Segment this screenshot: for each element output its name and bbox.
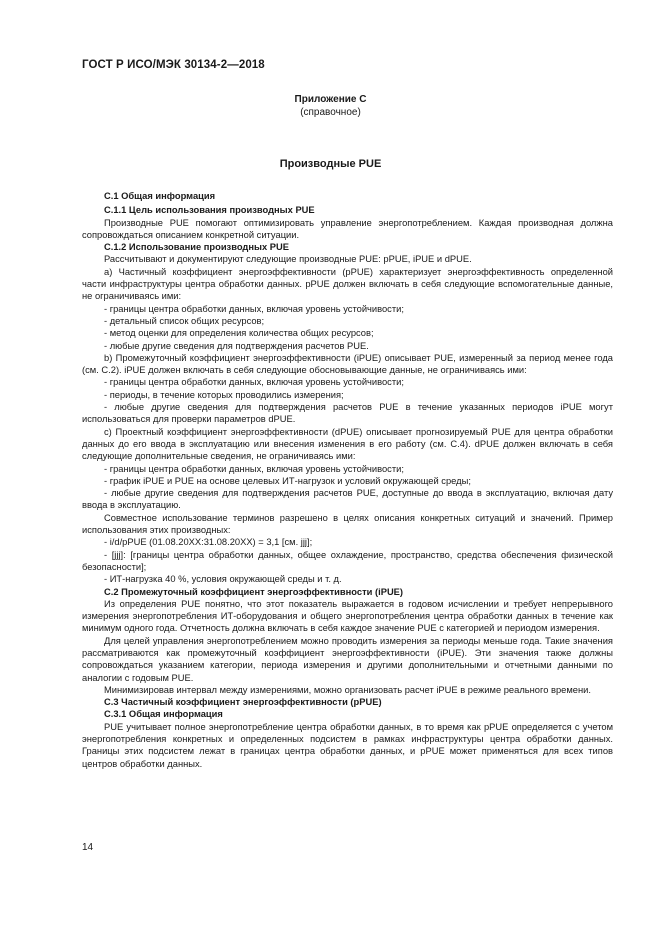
list-item: - любые другие сведения для подтверждения расчетов PUE. (104, 340, 369, 351)
list-item: - периоды, в течение которых проводились измерения; (104, 389, 344, 400)
list-item: - график iPUE и PUE на основе целевых ИТ-нагрузок и условий окружающей среды; (104, 475, 471, 486)
standard-header: ГОСТ Р ИСО/МЭК 30134-2—2018 (82, 59, 265, 71)
document-title: Производные PUE (279, 158, 382, 170)
annex-title: Приложение С (294, 94, 367, 105)
list-item: - границы центра обработки данных, включая уровень устойчивости; (104, 303, 404, 314)
page-number: 14 (82, 842, 94, 853)
list-item: - метод оценки для определения количества общих ресурсов; (104, 328, 374, 339)
document-body (82, 190, 613, 770)
list-item: - границы центра обработки данных, включая уровень устойчивости; (104, 377, 404, 388)
paragraph: b) Промежуточный коэффициент энергоэффективности (iPUE) описывает PUE, измеренный за период менее года (см. С.2). iPUE должен включать в себя следующие обосновывающие данные, не ограничиваясь ими: (82, 352, 613, 376)
paragraph: Совместное использование терминов разрешено в целях описания конкретных ситуаций и значений. Пример использования этих производных: (82, 512, 613, 536)
paragraph: Рассчитывают и документируют следующие производные PUE: pPUE, iPUE и dPUE. (104, 254, 472, 265)
annex-block (0, 93, 661, 119)
paragraph: Производные PUE помогают оптимизировать управление энергопотреблением. Каждая производная должна сопровождаться описанием конкретной ситуации. (82, 217, 613, 240)
paragraph: a) Частичный коэффициент энергоэффективности (pPUE) характеризует энергоэффективность определенной части инфраструктуры центра обработки данных. pPUE должен включать в себя следующие вспомогательные данные, не ограничиваясь ими: (82, 266, 613, 302)
annex-subtitle: (справочное) (300, 107, 361, 118)
paragraph: c) Проектный коэффициент энергоэффективности (dPUE) описывает прогнозируемый PUE для центра обработки данных до его ввода в эксплуатацию или внесения изменения в его работу (см. С.4). dPUE должен включать в себя следующие дополнительные сведения, не ограничиваясь ими: (82, 426, 613, 462)
paragraph: Минимизировав интервал между измерениями, можно организовать расчет iPUE в режиме реального времени. (104, 684, 591, 695)
section-heading: С.1 Общая информация (104, 191, 216, 201)
paragraph: Для целей управления энергопотреблением можно проводить измерения за периоды меньше года. Такие значения рассматриваются как промежуточный коэффициент энергоэффективности (iPUE). Эти значения также должны сопровождаться указанием категории, периода измерения и другими дополнительными и отчетными данными по аналогии с годовым PUE. (82, 635, 613, 683)
subsection-heading: С.1.2 Использование производных PUE (104, 242, 289, 253)
section-heading: С.2 Промежуточный коэффициент энергоэффективности (iPUE) (104, 586, 404, 597)
subsection-heading: С.1.1 Цель использования производных PUE (104, 205, 315, 216)
list-item: - [jjj]: [границы центра обработки данных, общее охлаждение, пространство, средства обеспечения физической безопасности]; (82, 549, 613, 572)
paragraph: Из определения PUE понятно, что этот показатель выражается в годовом исчислении и требует непрерывного измерения энергопотребления ИТ-оборудования и общего энергопотребления центра обработки данных в течение как минимум одного года. Отчетность должна включать в себя каждое значение PUE с категорией и периодом измерения. (82, 598, 613, 634)
list-item: - любые другие сведения для подтверждения расчетов PUE в течение указанных периодов iPUE могут использоваться для проверки параметров dPUE. (82, 402, 613, 425)
list-item: - любые другие сведения для подтверждения расчетов PUE, доступные до ввода в эксплуатацию, включая дату ввода в эксплуатацию. (82, 488, 613, 511)
section-heading: С.3 Частичный коэффициент энергоэффективности (pPUE) (104, 697, 382, 708)
list-item: - детальный список общих ресурсов; (104, 315, 265, 326)
paragraph: PUE учитывает полное энергопотребление центра обработки данных, в то время как pPUE определяется с учетом энергопотребления конкретных и определенных подсистем в рамках инфраструктуры центра обработки данных. Границы этих подсистем лежат в границах центра обработки данных, и pPUE может применяться для всех типов центров обработки данных. (82, 721, 613, 769)
list-item: - ИТ-нагрузка 40 %, условия окружающей среды и т. д. (104, 574, 342, 585)
subsection-heading: С.3.1 Общая информация (104, 709, 223, 720)
list-item: - границы центра обработки данных, включая уровень устойчивости; (104, 463, 404, 474)
list-item: - i/d/pPUE (01.08.20XX:31.08.20XX) = 3,1 [см. jjj]; (104, 537, 313, 548)
